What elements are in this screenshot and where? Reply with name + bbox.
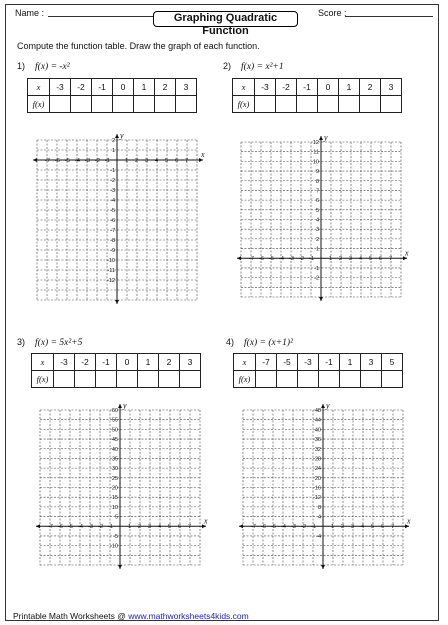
problem-1-label [17, 61, 70, 72]
problem-number: 4) [226, 337, 235, 347]
fx-answer-cell[interactable] [138, 371, 159, 388]
y-tick-label: 12 [314, 495, 321, 502]
x-cell: 3 [180, 354, 201, 371]
y-tick-label: 35 [111, 456, 118, 463]
y-tick-label: 60 [111, 408, 118, 414]
y-tick-label: 55 [111, 417, 118, 424]
x-tick-label: -2 [301, 524, 306, 531]
fx-answer-cell[interactable] [298, 371, 319, 388]
x-cell: -1 [297, 79, 318, 96]
y-tick-label: 50 [111, 427, 118, 434]
fx-header: f(x) [233, 96, 255, 113]
fx-answer-cell[interactable] [339, 96, 360, 113]
x-tick-label: 4 [158, 524, 162, 531]
x-cell: -5 [277, 354, 298, 371]
x-tick-label: -1 [105, 157, 110, 164]
problem-2-label [223, 61, 284, 72]
x-cell: 5 [382, 354, 403, 371]
x-cell: 0 [117, 354, 138, 371]
fx-answer-cell[interactable] [256, 371, 277, 388]
x-cell: -2 [276, 79, 297, 96]
axis-arrow-icon [321, 404, 325, 408]
x-header: x [28, 79, 50, 96]
function-expression: f(x) = x²+1 [241, 62, 284, 72]
fx-answer-cell[interactable] [117, 371, 138, 388]
x-row [28, 79, 197, 96]
y-tick-label: 16 [314, 485, 321, 492]
problem-number: 1) [17, 61, 26, 71]
x-tick-label: -5 [271, 524, 276, 531]
fx-answer-cell[interactable] [96, 371, 117, 388]
x-cell: 1 [340, 354, 361, 371]
fx-answer-cell[interactable] [277, 371, 298, 388]
y-tick-label: -5 [113, 533, 118, 540]
x-tick-label: -4 [281, 524, 286, 531]
y-tick-label: -10 [110, 543, 118, 550]
fx-answer-cell[interactable] [361, 371, 382, 388]
x-tick-label: -5 [269, 256, 274, 263]
y-tick-label: 44 [314, 417, 321, 424]
x-tick-label: 2 [135, 157, 139, 164]
x-tick-label: 7 [389, 256, 393, 263]
x-header: x [32, 354, 54, 371]
fx-answer-cell[interactable] [319, 371, 340, 388]
x-cell: -1 [92, 79, 113, 96]
x-cell: 1 [134, 79, 155, 96]
y-tick-label: 7 [315, 188, 319, 195]
y-tick-label: -8 [110, 238, 115, 244]
function-table-2 [232, 78, 402, 113]
x-axis-label: x [405, 248, 409, 258]
y-tick-label: -2 [110, 178, 115, 184]
y-tick-label: 8 [317, 504, 321, 511]
x-tick-label: -3 [291, 524, 296, 531]
x-cell: 1 [138, 354, 159, 371]
y-tick-label: 4 [315, 217, 319, 224]
x-cell: -2 [75, 354, 96, 371]
fx-answer-cell[interactable] [92, 96, 113, 113]
x-cell: -2 [71, 79, 92, 96]
x-tick-label: 6 [379, 256, 383, 263]
footer-link[interactable]: www.mathworksheets4kids.com [128, 611, 249, 621]
x-tick-label: 4 [155, 157, 159, 164]
x-tick-label: -2 [299, 256, 304, 263]
problem-number: 2) [223, 61, 232, 71]
problem-number: 3) [17, 337, 26, 347]
x-header: x [233, 79, 255, 96]
x-tick-label: 5 [168, 524, 172, 531]
y-tick-label: 12 [312, 140, 319, 146]
x-tick-label: 1 [329, 256, 333, 263]
y-tick-label: 9 [315, 169, 319, 176]
footer [13, 611, 249, 621]
fx-answer-cell[interactable] [297, 96, 318, 113]
x-cell: -3 [298, 354, 319, 371]
fx-answer-cell[interactable] [50, 96, 71, 113]
y-tick-label: -4 [110, 198, 115, 204]
x-tick-label: -7 [251, 524, 256, 531]
fx-answer-cell[interactable] [381, 96, 402, 113]
y-tick-label: 5 [114, 514, 118, 521]
page-title: Graphing Quadratic Function [153, 11, 298, 27]
x-tick-label: -4 [279, 256, 284, 263]
axis-arrow-icon [239, 524, 243, 528]
function-expression: f(x) = -x² [35, 62, 70, 72]
x-cell: 2 [360, 79, 381, 96]
y-axis-label: y [326, 401, 330, 410]
y-tick-label: 28 [314, 456, 321, 463]
fx-row [32, 371, 201, 388]
x-tick-label: 5 [369, 256, 373, 263]
fx-answer-cell[interactable] [159, 371, 180, 388]
y-tick-label: -3 [110, 188, 115, 194]
function-expression: f(x) = 5x²+5 [35, 338, 83, 348]
x-tick-label: 6 [175, 157, 179, 164]
x-cell: -3 [255, 79, 276, 96]
x-tick-label: 7 [391, 524, 395, 531]
x-tick-label: 3 [145, 157, 149, 164]
x-cell: -1 [319, 354, 340, 371]
axis-arrow-icon [321, 565, 325, 569]
y-tick-label: -9 [110, 248, 115, 254]
x-cell: -3 [50, 79, 71, 96]
x-tick-label: -1 [108, 524, 113, 531]
y-tick-label: -11 [107, 268, 115, 274]
x-axis-label: x [204, 516, 208, 526]
y-tick-label: 8 [315, 178, 319, 185]
x-header: x [234, 354, 256, 371]
x-tick-label: -1 [311, 524, 316, 531]
y-tick-label: -12 [107, 278, 115, 284]
x-tick-label: 5 [371, 524, 375, 531]
x-axis-label: x [407, 516, 411, 526]
x-cell: -1 [96, 354, 117, 371]
fx-answer-cell[interactable] [54, 371, 75, 388]
name-line [48, 16, 154, 17]
name-label: Name : [15, 8, 45, 18]
axis-arrow-icon [237, 256, 241, 260]
y-tick-label: 30 [111, 466, 118, 473]
fx-answer-cell[interactable] [134, 96, 155, 113]
x-tick-label: -4 [78, 524, 83, 531]
fx-answer-cell[interactable] [255, 96, 276, 113]
x-tick-label: -1 [309, 256, 314, 263]
y-tick-label: -7 [110, 228, 115, 234]
score-line [345, 16, 433, 17]
x-cell: 3 [381, 79, 402, 96]
x-tick-label: -6 [58, 524, 63, 531]
y-tick-label: 25 [111, 475, 118, 482]
coordinate-grid-3[interactable] [34, 402, 210, 573]
x-cell: 0 [318, 79, 339, 96]
x-tick-label: -7 [45, 157, 50, 164]
x-tick-label: 1 [331, 524, 335, 531]
problem-4-label [226, 337, 293, 348]
y-tick-label: 2 [111, 138, 115, 144]
coordinate-grid-1[interactable] [31, 132, 207, 308]
y-tick-label: 4 [317, 514, 321, 521]
x-tick-label: 6 [381, 524, 385, 531]
x-cell: 2 [155, 79, 176, 96]
fx-row [233, 96, 402, 113]
y-tick-label: 10 [312, 159, 319, 166]
axis-arrow-icon [36, 524, 40, 528]
y-axis-label: y [324, 133, 328, 142]
fx-answer-cell[interactable] [276, 96, 297, 113]
y-tick-label: -5 [110, 208, 115, 214]
x-tick-label: 2 [341, 524, 345, 531]
y-tick-label: -10 [107, 258, 115, 264]
y-tick-label: -2 [314, 275, 319, 282]
x-tick-label: 6 [178, 524, 182, 531]
y-tick-label: 11 [313, 149, 319, 156]
y-tick-label: 45 [111, 437, 118, 444]
y-tick-label: 3 [315, 227, 319, 234]
problem-3-label [17, 337, 82, 348]
x-tick-label: -7 [249, 256, 254, 263]
axis-arrow-icon [319, 136, 323, 140]
x-tick-label: 3 [351, 524, 355, 531]
function-table-1 [27, 78, 197, 113]
fx-answer-cell[interactable] [382, 371, 403, 388]
x-tick-label: 1 [128, 524, 132, 531]
function-table-4 [233, 353, 403, 388]
x-tick-label: 1 [125, 157, 129, 164]
score-label: Score : [318, 8, 347, 18]
instructions: Compute the function table. Draw the graph of each function. [17, 41, 260, 51]
x-tick-label: -3 [85, 157, 90, 164]
x-row [32, 354, 201, 371]
x-tick-label: -2 [98, 524, 103, 531]
coordinate-grid-4[interactable] [237, 402, 413, 573]
y-tick-label: 36 [314, 437, 321, 444]
y-tick-label: -6 [110, 218, 115, 224]
x-tick-label: -4 [75, 157, 80, 164]
x-tick-label: 3 [349, 256, 353, 263]
x-tick-label: -5 [68, 524, 73, 531]
y-tick-label: -4 [316, 533, 321, 540]
axis-arrow-icon [319, 297, 323, 301]
y-tick-label: -1 [314, 265, 319, 272]
fx-header: f(x) [234, 371, 256, 388]
x-axis-label: x [201, 150, 205, 159]
x-cell: 3 [361, 354, 382, 371]
y-axis-label: y [120, 131, 124, 140]
x-row [233, 79, 402, 96]
fx-header: f(x) [28, 96, 50, 113]
y-tick-label: 1 [111, 148, 115, 154]
fx-answer-cell[interactable] [340, 371, 361, 388]
x-tick-label: 5 [165, 157, 169, 164]
fx-answer-cell[interactable] [155, 96, 176, 113]
axis-arrow-icon [115, 134, 119, 138]
fx-answer-cell[interactable] [180, 371, 201, 388]
function-expression: f(x) = (x+1)² [244, 338, 293, 348]
y-tick-label: 32 [314, 446, 321, 453]
fx-answer-cell[interactable] [75, 371, 96, 388]
y-tick-label: 40 [314, 427, 321, 434]
fx-answer-cell[interactable] [176, 96, 197, 113]
y-tick-label: 10 [111, 504, 118, 511]
fx-answer-cell[interactable] [71, 96, 92, 113]
x-tick-label: 2 [339, 256, 343, 263]
x-tick-label: -3 [289, 256, 294, 263]
x-cell: 0 [113, 79, 134, 96]
x-tick-label: -7 [48, 524, 53, 531]
x-tick-label: -6 [259, 256, 264, 263]
fx-answer-cell[interactable] [360, 96, 381, 113]
fx-answer-cell[interactable] [318, 96, 339, 113]
x-tick-label: 4 [361, 524, 365, 531]
x-tick-label: -6 [261, 524, 266, 531]
footer-prefix: Printable Math Worksheets @ [13, 611, 126, 621]
x-cell: 2 [159, 354, 180, 371]
x-tick-label: -6 [55, 157, 60, 164]
fx-header: f(x) [32, 371, 54, 388]
fx-answer-cell[interactable] [113, 96, 134, 113]
x-cell: -3 [54, 354, 75, 371]
x-row [234, 354, 403, 371]
y-tick-label: 2 [315, 236, 319, 243]
y-tick-label: 20 [111, 485, 118, 492]
x-tick-label: 4 [359, 256, 363, 263]
x-tick-label: 2 [138, 524, 142, 531]
x-tick-label: -2 [95, 157, 100, 164]
axis-arrow-icon [118, 565, 122, 569]
x-cell: 1 [339, 79, 360, 96]
y-tick-label: 20 [314, 475, 321, 482]
axis-arrow-icon [33, 158, 37, 162]
y-tick-label: 6 [315, 198, 319, 205]
fx-row [234, 371, 403, 388]
x-tick-label: 7 [185, 157, 189, 164]
x-cell: 3 [176, 79, 197, 96]
x-tick-label: 7 [188, 524, 192, 531]
x-tick-label: -5 [65, 157, 70, 164]
y-tick-label: -1 [110, 168, 115, 174]
x-tick-label: -3 [88, 524, 93, 531]
y-tick-label: 15 [111, 495, 118, 502]
function-table-3 [31, 353, 201, 388]
y-tick-label: 5 [315, 207, 319, 214]
axis-arrow-icon [115, 300, 119, 304]
x-tick-label: 3 [148, 524, 152, 531]
y-tick-label: 48 [314, 408, 321, 414]
fx-row [28, 96, 197, 113]
x-cell: -7 [256, 354, 277, 371]
y-tick-label: 1 [315, 246, 319, 253]
axis-arrow-icon [118, 404, 122, 408]
y-axis-label: y [123, 401, 127, 410]
coordinate-grid-2[interactable] [235, 134, 411, 305]
y-tick-label: 40 [111, 446, 118, 453]
y-tick-label: 24 [314, 466, 321, 473]
